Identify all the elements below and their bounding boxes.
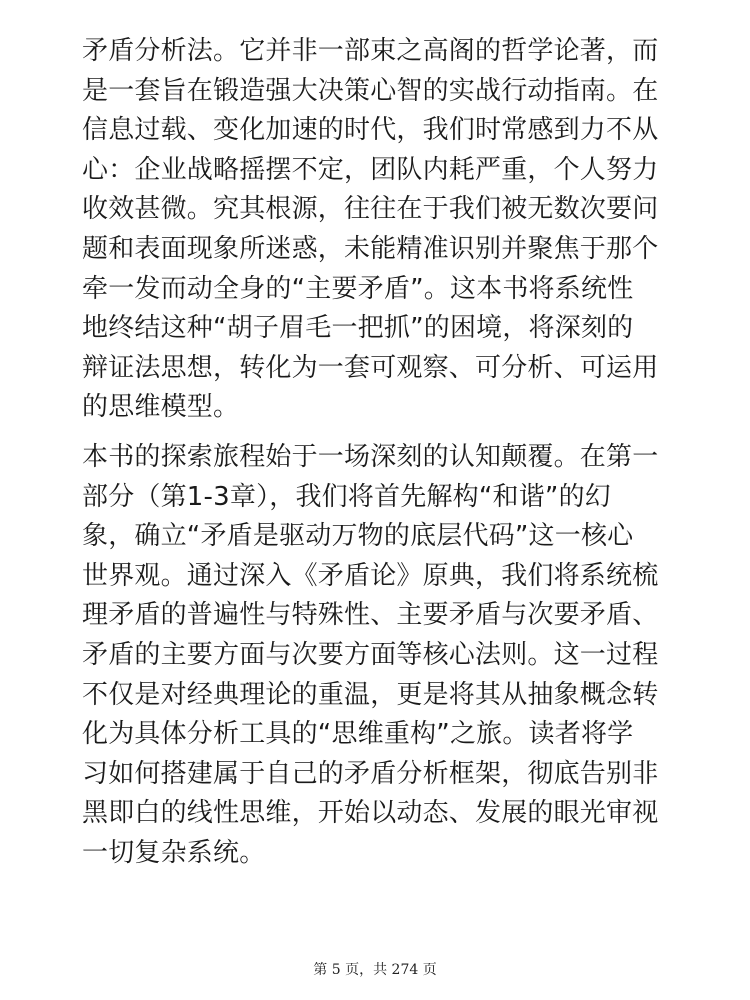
paragraph-2 — [82, 438, 672, 874]
text-line: 辩证法思想，转化为一套可观察、可分析、可运用 — [82, 352, 659, 383]
text-line: 的思维模型。 — [82, 392, 240, 423]
text-line: 牵一发而动全身的“主要矛盾”。这本书将系统性 — [82, 273, 634, 304]
body-text — [82, 32, 672, 883]
text-line: 习如何搭建属于自己的矛盾分析框架，彻底告别非 — [82, 758, 659, 789]
paragraph-1 — [82, 32, 672, 428]
text-line: 部分（第1-3章），我们将首先解构“和谐”的幻 — [82, 481, 612, 512]
text-line: 不仅是对经典理论的重温，更是将其从抽象概念转 — [82, 679, 659, 710]
text-line: 是一套旨在锻造强大决策心智的实战行动指南。在 — [82, 75, 659, 106]
text-line: 矛盾的主要方面与次要方面等核心法则。这一过程 — [82, 639, 659, 670]
text-line: 象，确立“矛盾是驱动万物的底层代码”这一核心 — [82, 521, 634, 552]
text-line: 收效甚微。究其根源，往往在于我们被无数次要问 — [82, 194, 659, 225]
text-line: 地终结这种“胡子眉毛一把抓”的困境，将深刻的 — [82, 313, 634, 344]
page-number-footer: 第 5 页，共 274 页 — [313, 962, 437, 978]
text-line: 本书的探索旅程始于一场深刻的认知颠覆。在第一 — [82, 441, 659, 472]
text-line: 题和表面现象所迷惑，未能精准识别并聚焦于那个 — [82, 233, 659, 264]
text-line: 心：企业战略摇摆不定，团队内耗严重，个人努力 — [82, 154, 659, 185]
text-line: 化为具体分析工具的“思维重构”之旅。读者将学 — [82, 719, 634, 750]
text-line: 理矛盾的普遍性与特殊性、主要矛盾与次要矛盾、 — [82, 600, 659, 631]
text-line: 世界观。通过深入《矛盾论》原典，我们将系统梳 — [82, 560, 659, 591]
text-line: 一切复杂系统。 — [82, 837, 266, 868]
text-line: 信息过载、变化加速的时代，我们时常感到力不从 — [82, 115, 659, 146]
text-line: 黑即白的线性思维，开始以动态、发展的眼光审视 — [82, 798, 659, 829]
text-line: 矛盾分析法。它并非一部束之高阁的哲学论著，而 — [82, 36, 659, 66]
